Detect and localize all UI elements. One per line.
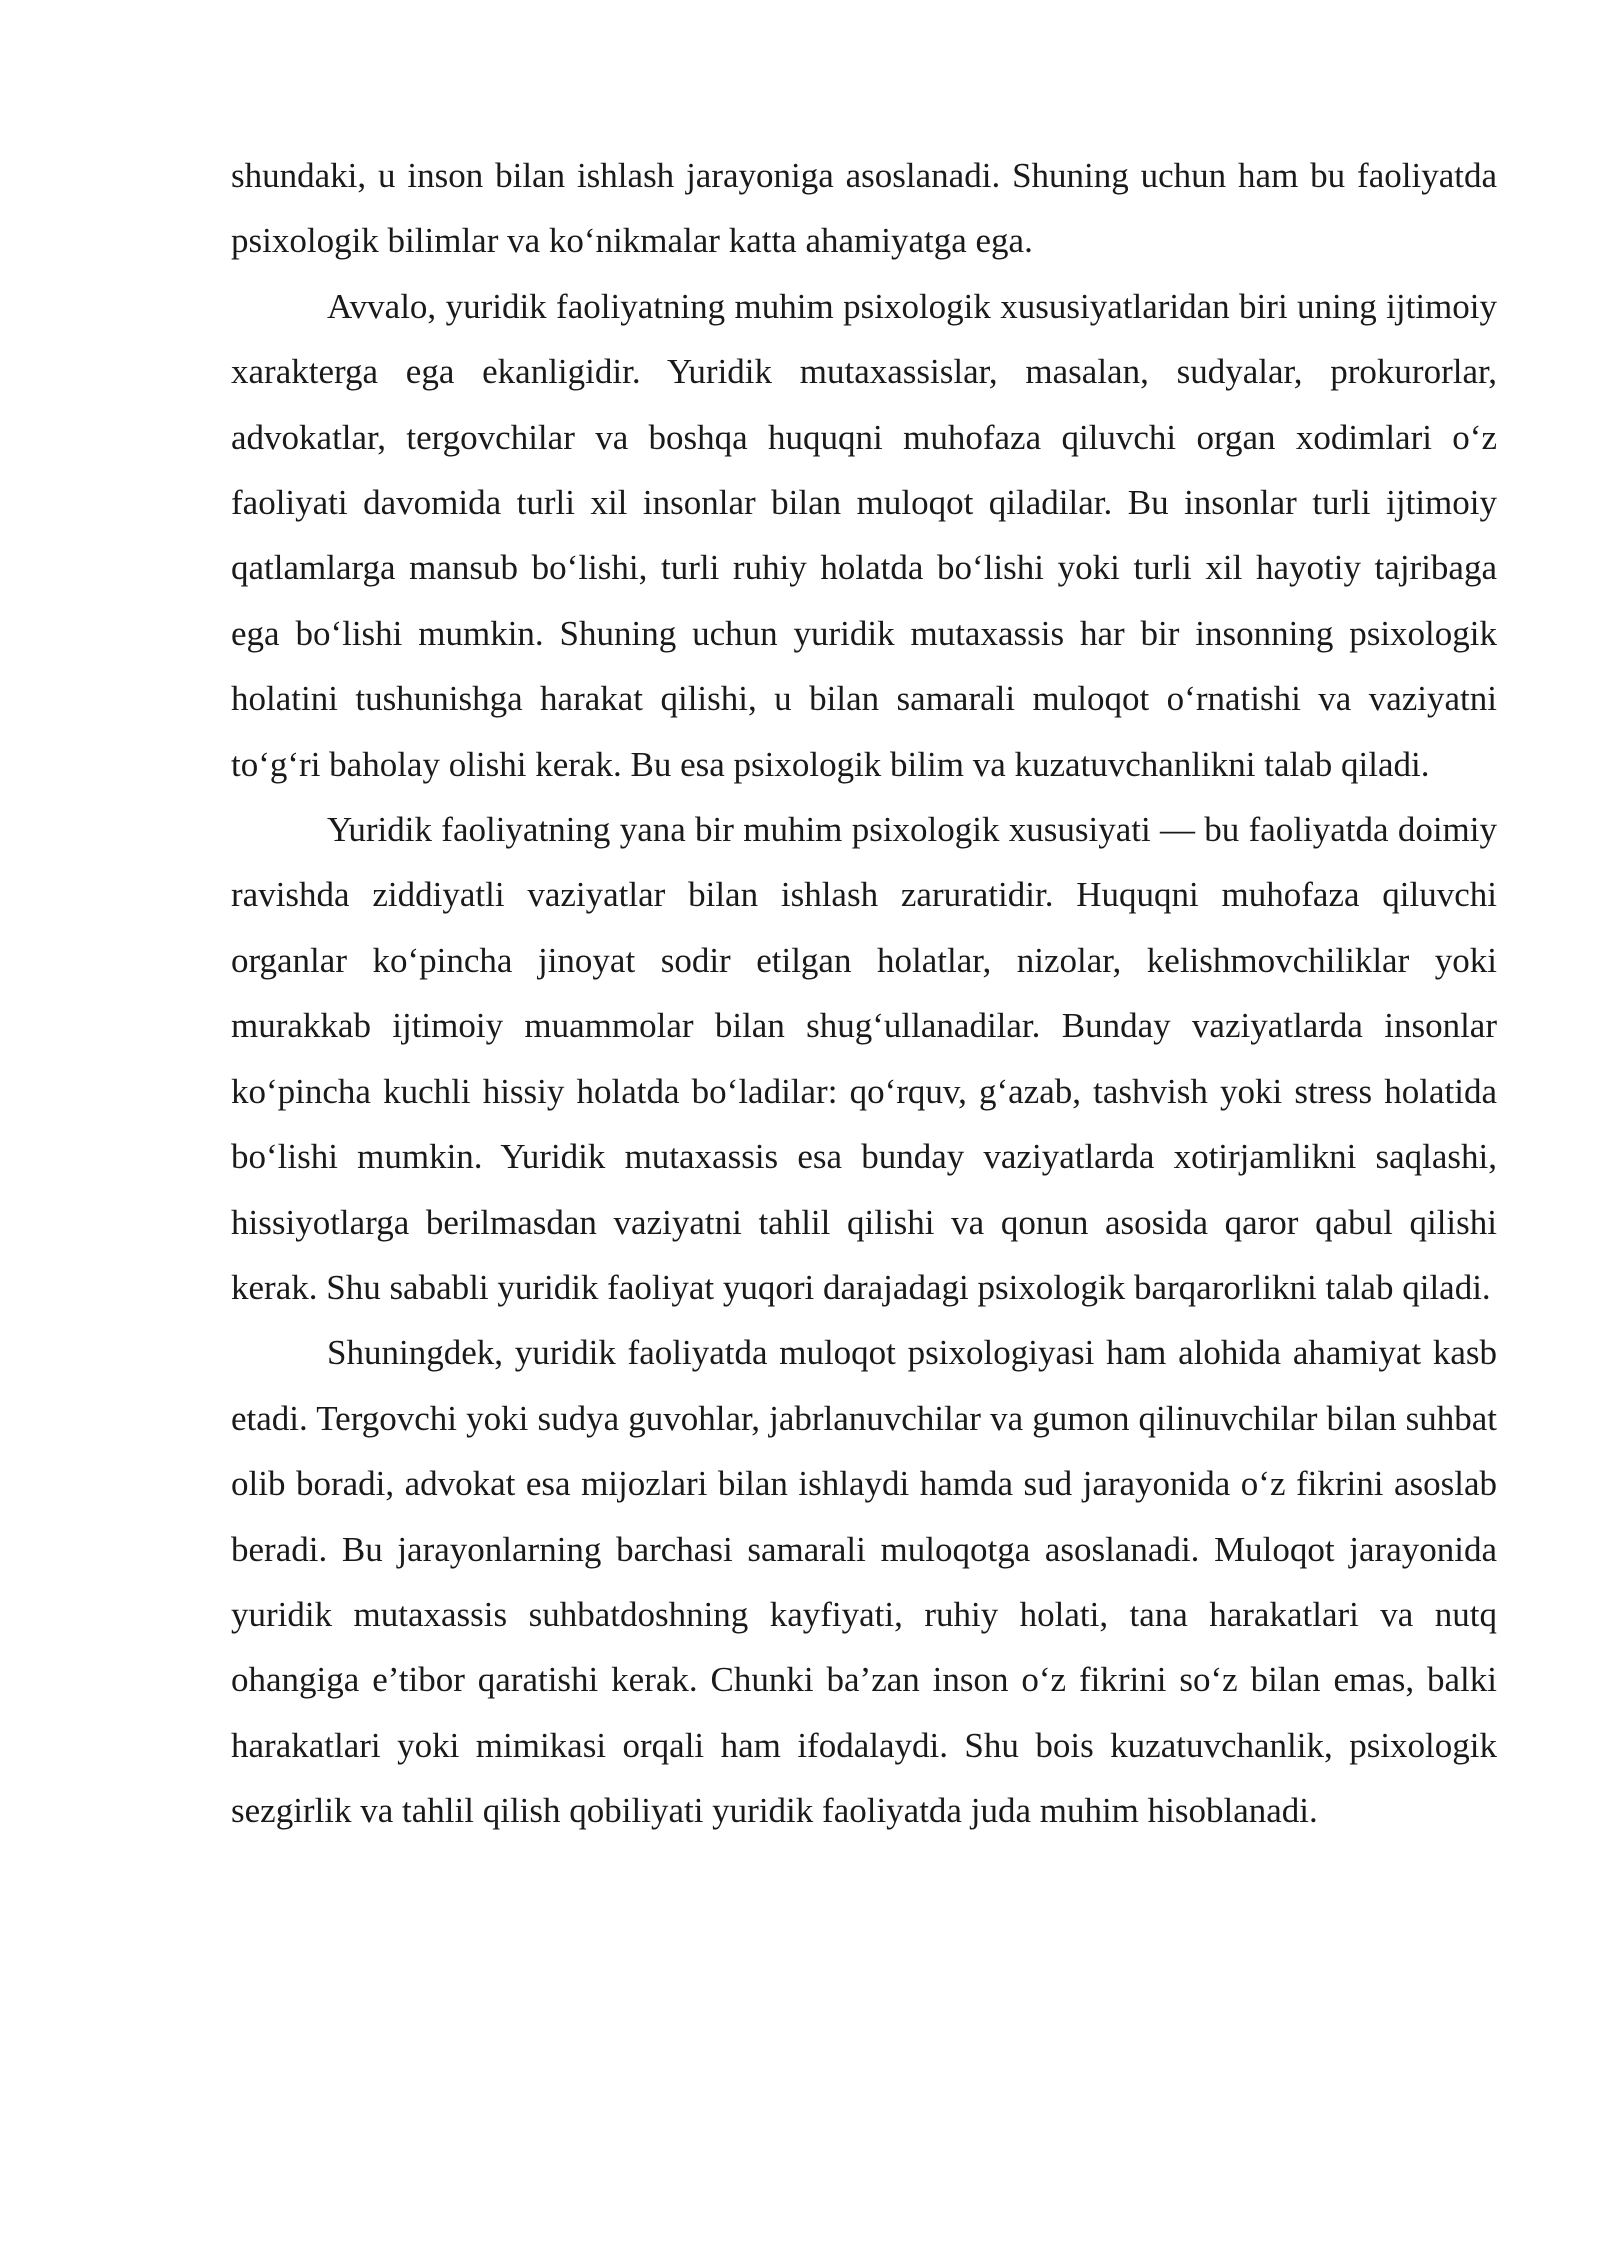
paragraph-social-character: Avvalo, yuridik faoliyatning muhim psixologik xususiyatlaridan biri uning ijtimoiy xarakterga ega ekanligidir. Yuridik mutaxassislar, masalan, sudyalar, prokurorlar, advokatlar, tergovchilar va boshqa huquqni muhofaza qiluvchi organ xodimlari o‘z faoliyati davomida turli xil insonlar bilan muloqot qiladilar. Bu insonlar turli ijtimoiy qatlamlarga mansub bo‘lishi, turli ruhiy holatda bo‘lishi yoki turli xil hayotiy tajribaga ega bo‘lishi mumkin. Shuning uchun yuridik mutaxassis har bir insonning psixologik holatini tushunishga harakat qilishi, u bilan samarali muloqot o‘rnatishi va vaziyatni to‘g‘ri baholay olishi kerak. Bu esa psixologik bilim va kuzatuvchanlikni talab qiladi. — [231, 286, 1497, 784]
body-text — [231, 143, 1497, 1844]
paragraph-communication-psychology: Shuningdek, yuridik faoliyatda muloqot psixologiyasi ham alohida ahamiyat kasb etadi. Tergovchi yoki sudya guvohlar, jabrlanuvchilar va gumon qilinuvchilar bilan suhbat olib boradi, advokat esa mijozlari bilan ishlaydi hamda sud jarayonida o‘z fikrini asoslab beradi. Bu jarayonlarning barchasi samarali muloqotga asoslanadi. Muloqot jarayonida yuridik mutaxassis suhbatdoshning kayfiyati, ruhiy holati, tana harakatlari va nutq ohangiga e’tibor qaratishi kerak. Chunki ba’zan inson o‘z fikrini so‘z bilan emas, balki harakatlari yoki mimikasi orqali ham ifodalaydi. Shu bois kuzatuvchanlik, psixologik sezgirlik va tahlil qilish qobiliyati yuridik faoliyatda juda muhim hisoblanadi. — [231, 1333, 1497, 1831]
paragraph-conflict-situations: Yuridik faoliyatning yana bir muhim psixologik xususiyati — bu faoliyatda doimiy ravishda ziddiyatli vaziyatlar bilan ishlash zaruratidir. Huquqni muhofaza qiluvchi organlar ko‘pincha jinoyat sodir etilgan holatlar, nizolar, kelishmovchiliklar yoki murakkab ijtimoiy muammolar bilan shug‘ullanadilar. Bunday vaziyatlarda insonlar ko‘pincha kuchli hissiy holatda bo‘ladilar: qo‘rquv, g‘azab, tashvish yoki stress holatida bo‘lishi mumkin. Yuridik mutaxassis esa bunday vaziyatlarda xotirjamlikni saqlashi, hissiyotlarga berilmasdan vaziyatni tahlil qilishi va qonun asosida qaror qabul qilishi kerak. Shu sababli yuridik faoliyat yuqori darajadagi psixologik barqarorlikni talab qiladi. — [231, 810, 1497, 1307]
paragraph-continuation: shundaki, u inson bilan ishlash jarayoniga asoslanadi. Shuning uchun ham bu faoliyatda psixologik bilimlar va ko‘nikmalar katta ahamiyatga ega. — [231, 156, 1497, 261]
